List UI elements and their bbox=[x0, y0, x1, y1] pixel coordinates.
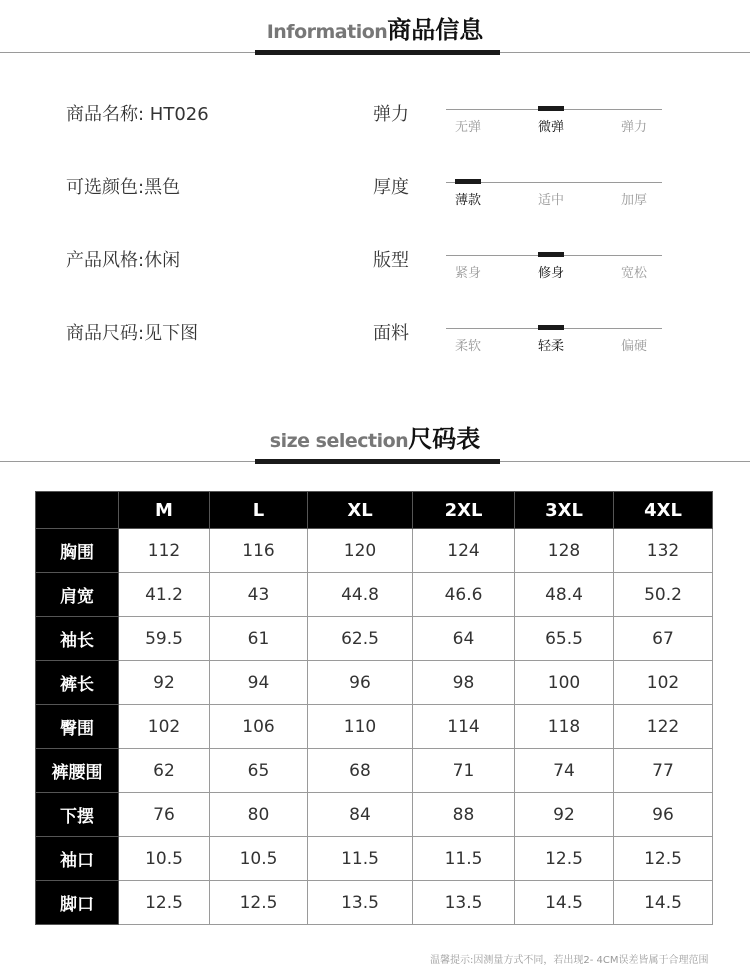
size-cell: 13.5 bbox=[413, 881, 515, 925]
table-row bbox=[36, 881, 713, 925]
size-cell: 13.5 bbox=[308, 881, 413, 925]
size-cell: 106 bbox=[210, 705, 308, 749]
size-cell: 114 bbox=[413, 705, 515, 749]
product-color: 可选颜色:黑色 bbox=[66, 177, 181, 198]
size-cell: 48.4 bbox=[515, 573, 614, 617]
size-cell: 12.5 bbox=[210, 881, 308, 925]
size-cell: 43 bbox=[210, 573, 308, 617]
size-column-header: 2XL bbox=[413, 492, 515, 529]
size-cell: 65.5 bbox=[515, 617, 614, 661]
size-title-zh: 尺码表 bbox=[408, 425, 481, 453]
table-row bbox=[36, 661, 713, 705]
size-row-label: 脚口 bbox=[36, 881, 119, 925]
size-cell: 61 bbox=[210, 617, 308, 661]
size-cell: 120 bbox=[308, 529, 413, 573]
size-cell: 100 bbox=[515, 661, 614, 705]
size-row-label: 胸围 bbox=[36, 529, 119, 573]
product-style: 产品风格:休闲 bbox=[66, 250, 181, 271]
size-section-title bbox=[270, 419, 480, 454]
attribute-name: 厚度 bbox=[373, 177, 409, 198]
size-cell: 64 bbox=[413, 617, 515, 661]
attribute-option: 无弹 bbox=[454, 120, 481, 135]
table-row bbox=[36, 837, 713, 881]
info-title-zh: 商品信息 bbox=[387, 16, 484, 44]
size-cell: 67 bbox=[614, 617, 713, 661]
size-column-header: 4XL bbox=[614, 492, 713, 529]
size-cell: 118 bbox=[515, 705, 614, 749]
size-cell: 59.5 bbox=[119, 617, 210, 661]
size-cell: 94 bbox=[210, 661, 308, 705]
size-row-label: 裤长 bbox=[36, 661, 119, 705]
size-cell: 96 bbox=[614, 793, 713, 837]
size-cell: 92 bbox=[119, 661, 210, 705]
product-size: 商品尺码:见下图 bbox=[66, 323, 199, 344]
table-row bbox=[36, 573, 713, 617]
size-cell: 80 bbox=[210, 793, 308, 837]
size-cell: 62.5 bbox=[308, 617, 413, 661]
size-cell: 77 bbox=[614, 749, 713, 793]
attribute-option: 适中 bbox=[537, 193, 564, 208]
size-row-label: 袖长 bbox=[36, 617, 119, 661]
size-column-header: 3XL bbox=[515, 492, 614, 529]
size-cell: 12.5 bbox=[119, 881, 210, 925]
size-table bbox=[35, 491, 713, 925]
attribute-option: 修身 bbox=[537, 266, 564, 281]
size-cell: 62 bbox=[119, 749, 210, 793]
info-section-header bbox=[0, 10, 750, 45]
size-cell: 92 bbox=[515, 793, 614, 837]
size-cell: 112 bbox=[119, 529, 210, 573]
size-cell: 10.5 bbox=[119, 837, 210, 881]
size-column-header: XL bbox=[308, 492, 413, 529]
attribute-option: 柔软 bbox=[454, 339, 481, 354]
size-divider-bar bbox=[255, 459, 500, 464]
attribute-option: 微弹 bbox=[537, 120, 564, 135]
info-section-title bbox=[267, 10, 484, 45]
attribute-name: 弹力 bbox=[373, 104, 409, 125]
size-cell: 124 bbox=[413, 529, 515, 573]
size-column-header: M bbox=[119, 492, 210, 529]
size-cell: 116 bbox=[210, 529, 308, 573]
size-cell: 44.8 bbox=[308, 573, 413, 617]
size-cell: 132 bbox=[614, 529, 713, 573]
size-cell: 11.5 bbox=[308, 837, 413, 881]
attribute-option: 薄款 bbox=[454, 193, 481, 208]
size-cell: 46.6 bbox=[413, 573, 515, 617]
attribute-option: 紧身 bbox=[454, 266, 481, 281]
size-cell: 74 bbox=[515, 749, 614, 793]
attribute-name: 面料 bbox=[373, 323, 409, 344]
table-row bbox=[36, 529, 713, 573]
size-cell: 41.2 bbox=[119, 573, 210, 617]
attribute-selected-marker bbox=[538, 106, 564, 111]
size-cell: 65 bbox=[210, 749, 308, 793]
size-cell: 76 bbox=[119, 793, 210, 837]
size-table-body bbox=[36, 529, 713, 925]
size-cell: 84 bbox=[308, 793, 413, 837]
attribute-name: 版型 bbox=[373, 250, 409, 271]
size-cell: 122 bbox=[614, 705, 713, 749]
table-row bbox=[36, 749, 713, 793]
size-cell: 14.5 bbox=[515, 881, 614, 925]
size-column-header: L bbox=[210, 492, 308, 529]
attribute-option: 加厚 bbox=[620, 193, 647, 208]
size-cell: 96 bbox=[308, 661, 413, 705]
size-cell: 88 bbox=[413, 793, 515, 837]
size-row-label: 肩宽 bbox=[36, 573, 119, 617]
table-row bbox=[36, 705, 713, 749]
info-title-en: Information bbox=[266, 21, 388, 43]
attribute-option: 轻柔 bbox=[537, 339, 564, 354]
size-row-label: 下摆 bbox=[36, 793, 119, 837]
size-cell: 10.5 bbox=[210, 837, 308, 881]
size-cell: 12.5 bbox=[614, 837, 713, 881]
size-row-label: 袖口 bbox=[36, 837, 119, 881]
product-name: 商品名称: HT026 bbox=[66, 104, 209, 125]
table-row bbox=[36, 617, 713, 661]
size-cell: 14.5 bbox=[614, 881, 713, 925]
size-cell: 68 bbox=[308, 749, 413, 793]
size-row-label: 裤腰围 bbox=[36, 749, 119, 793]
attribute-selected-marker bbox=[538, 325, 564, 330]
size-title-en: size selection bbox=[269, 430, 409, 452]
size-section-header bbox=[0, 419, 750, 454]
size-cell: 50.2 bbox=[614, 573, 713, 617]
size-table-header bbox=[36, 492, 713, 529]
attribute-selected-marker bbox=[538, 252, 564, 257]
size-footnote: 温馨提示:因测量方式不同，若出现2- 4CM误差皆属于合理范围 bbox=[430, 955, 709, 966]
size-cell: 110 bbox=[308, 705, 413, 749]
size-cell: 128 bbox=[515, 529, 614, 573]
size-cell: 11.5 bbox=[413, 837, 515, 881]
size-cell: 102 bbox=[119, 705, 210, 749]
size-table-corner bbox=[36, 492, 119, 529]
size-cell: 98 bbox=[413, 661, 515, 705]
table-row bbox=[36, 793, 713, 837]
attribute-option: 偏硬 bbox=[620, 339, 647, 354]
size-cell: 102 bbox=[614, 661, 713, 705]
info-divider-bar bbox=[255, 50, 500, 55]
attribute-selected-marker bbox=[455, 179, 481, 184]
attribute-option: 宽松 bbox=[620, 266, 647, 281]
attribute-option: 弹力 bbox=[620, 120, 647, 135]
size-row-label: 臀围 bbox=[36, 705, 119, 749]
size-cell: 12.5 bbox=[515, 837, 614, 881]
size-cell: 71 bbox=[413, 749, 515, 793]
